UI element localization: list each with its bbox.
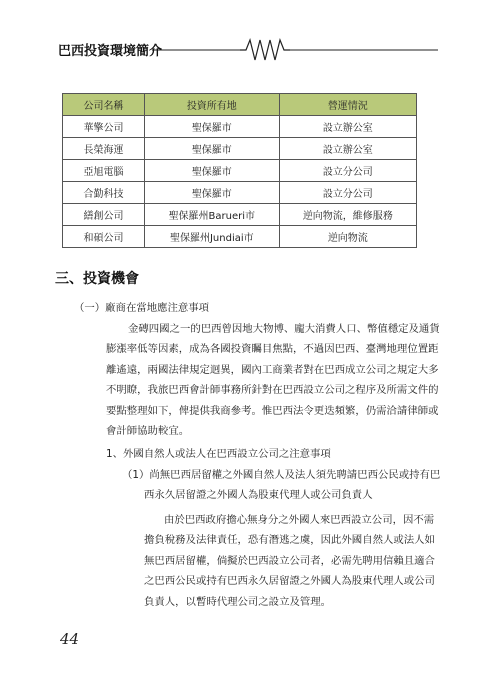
body-paragraph-1 [106, 319, 440, 441]
text-line: 要點整理如下，俾提供我商參考。惟巴西法令更迭頻繁，仍需洽請律師或 [106, 404, 439, 417]
table-cell: 華擎公司 [63, 116, 145, 138]
table-cell: 和碩公司 [63, 226, 145, 248]
text-line: 之巴西公民或持有巴西永久居留證之外國人為股東代理人或公司 [144, 575, 435, 588]
text-line: 不明瞭，我旅巴西會計師事務所針對在巴西設立公司之程序及所需文件的 [106, 384, 439, 397]
running-header [58, 36, 438, 62]
column-header: 公司名稱 [63, 94, 145, 116]
column-header: 投資所有地 [145, 94, 280, 116]
column-header: 營運情況 [279, 94, 416, 116]
table-row [63, 204, 417, 226]
table-row [63, 116, 417, 138]
text-line: 西永久居留證之外國人為股東代理人或公司負責人 [144, 489, 373, 502]
table-cell: 聖保羅市 [145, 182, 280, 204]
table-row [63, 226, 417, 248]
table-cell: 聖保羅市 [145, 138, 280, 160]
text-line: 會計師協助較宜。 [106, 425, 190, 438]
text-line: （一）廠商在當地應注意事項 [74, 302, 210, 314]
table-cell: 聖保羅州Jundiai市 [145, 226, 280, 248]
section-title: 三、投資機會 [55, 271, 139, 287]
table-cell: 聖保羅州Barueri市 [145, 204, 280, 226]
table-cell: 合勤科技 [63, 182, 145, 204]
table-cell: 聖保羅市 [145, 116, 280, 138]
text-line: 負責人，以暫時代理公司之設立及管理。 [144, 595, 332, 608]
text-line: 1、外國自然人或法人在巴西設立公司之注意事項 [106, 448, 331, 460]
table-cell: 聖保羅市 [145, 160, 280, 182]
body-paragraph-2 [144, 510, 435, 612]
table-cell: 設立辦公室 [279, 138, 416, 160]
table-cell: 逆向物流，維修服務 [279, 204, 416, 226]
table-cell: 亞旭電腦 [63, 160, 145, 182]
table-cell: 設立辦公室 [279, 116, 416, 138]
table-cell: 設立分公司 [279, 182, 416, 204]
text-line: 金磚四國之一的巴西曾因地大物博、龐大消費人口、幣值穩定及通貨 [128, 323, 440, 335]
item-1a-title [122, 465, 440, 506]
table-row [63, 182, 417, 204]
table-cell: 設立分公司 [279, 160, 416, 182]
text-line: 離遙遠，兩國法律規定迥異，國內工商業者對在巴西成立公司之規定大多 [106, 363, 439, 376]
item-1-title [106, 444, 331, 464]
table-row [63, 138, 417, 160]
text-line: 由於巴西政府擔心無身分之外國人來巴西設立公司，因不需 [164, 514, 435, 526]
text-line: 擔負稅務及法律責任，恐有潛逃之虞，因此外國自然人或法人如 [144, 534, 435, 547]
table-header-row [63, 94, 417, 116]
page-number: 44 [60, 630, 80, 648]
header-title: 巴西投資環境簡介 [58, 44, 163, 59]
text-line: （1）尚無巴西居留權之外國自然人及法人須先聘請巴西公民或持有巴 [122, 469, 441, 481]
table-cell: 長榮海運 [63, 138, 145, 160]
subsection-title [74, 298, 209, 318]
text-line: 無巴西居留權，倘擬於巴西設立公司者，必需先聘用信賴且適合 [144, 554, 435, 567]
table-row [63, 160, 417, 182]
table-cell: 逆向物流 [279, 226, 416, 248]
investment-table [62, 93, 417, 248]
table-cell: 繕創公司 [63, 204, 145, 226]
text-line: 膨漲率低等因素，成為各國投資矚目焦點，不過因巴西、臺灣地理位置距 [106, 343, 439, 356]
